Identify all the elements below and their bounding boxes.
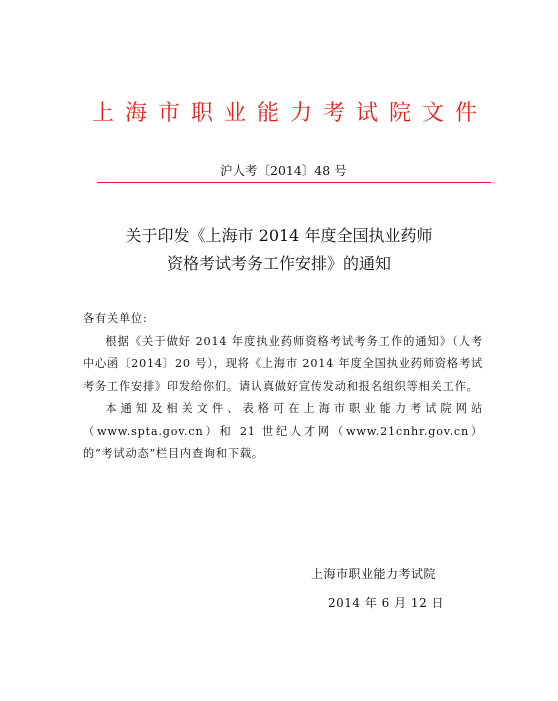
document-header-title: 上海市职业能力考试院文件: [91, 101, 488, 126]
issuing-organization: 上海市职业能力考试院: [311, 567, 437, 581]
notice-title-line-2: 资格考试考务工作安排》的通知: [166, 254, 391, 273]
salutation: 各有关单位:: [83, 312, 148, 325]
body-paragraph-1: 根据《关于做好 2014 年度执业药师资格考试考务工作的通知》（人考中心函〔2014〕20 号），现将《上海市 2014 年度全国执业药师资格考试考务工作安排》印发给你们。请认真做好宣传发动和报名组织等相关工作。: [83, 334, 483, 393]
notice-body: [83, 308, 483, 466]
issue-date: 2014 年 6 月 12 日: [328, 596, 445, 610]
header-divider: [97, 182, 491, 183]
notice-title-line-1: 关于印发《上海市 2014 年度全国执业药师: [125, 226, 433, 245]
document-number: 沪人考〔2014〕48 号: [220, 163, 347, 178]
body-paragraph-2: 本通知及相关文件、表格可在上海市职业能力考试院网站（www.spta.gov.cn）和 21 世纪人才网（www.21cnhr.gov.cn）的“考试动态”栏目内查询和下载。: [83, 402, 483, 460]
notice-title: [0, 222, 558, 278]
